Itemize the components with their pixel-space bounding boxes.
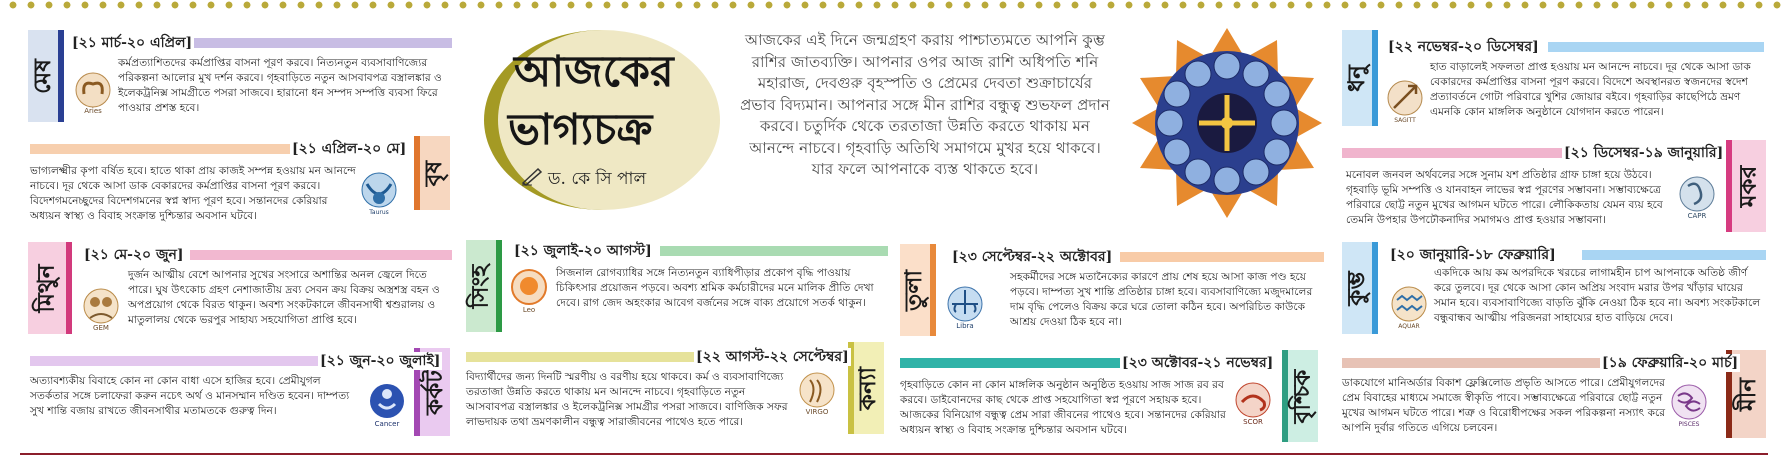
taurus-name: বৃষ [420, 160, 448, 186]
libra-bar [1120, 252, 1324, 262]
pisces-dates: [১৯ ফেব্রুয়ারি-২০ মার্চ] [1602, 355, 1739, 371]
virgo-bar [466, 352, 694, 362]
gemini-tag [28, 242, 72, 334]
sagittarius-name: ধনু [1342, 64, 1370, 92]
leo-tag [466, 240, 502, 332]
svg-text:VIRGO: VIRGO [805, 408, 829, 416]
sagittarius-text: হাত বাড়ালেই সফলতা প্রাপ্ত হওয়ায় মন আনন্দে নাচবে। দূর থেকে আসা ডাক বেকারদের কর্মপ্রাপ্তির বাসনা পূরণ করবে। বিদেশে অবস্থানরত স্বজনদের স্বদেশ প্রত্যাবর্তনে গোটা পরিবারে খুশির জোয়ার বইবে। গৃহবাড়ির কাছেপিঠে ভ্রমণ এমনকি কোন মাঙ্গলিক অনুষ্ঠানে যোগদান করতে পারেন। [1430, 61, 1751, 118]
libra-name: তুলা [900, 269, 928, 311]
svg-text:Cancer: Cancer [374, 420, 400, 428]
aries-tag [28, 30, 64, 122]
libra-dates: [২৩ সেপ্টেম্বর-২২ অক্টোবর] [952, 249, 1113, 265]
author: ড. কে সি পাল [548, 169, 647, 189]
aquarius-dates: [২০ জানুয়ারি-১৮ ফেব্রুয়ারি] [1390, 247, 1556, 263]
leo-icon [508, 266, 550, 314]
pisces-icon [1668, 380, 1710, 428]
gemini-bar [190, 250, 452, 260]
virgo-dates: [২২ আগস্ট-২২ সেপ্টেম্বর] [696, 349, 849, 365]
title-line-1: আজকের [514, 47, 674, 97]
svg-text:CAPR: CAPR [1687, 212, 1707, 220]
aries-text: কর্মপ্রত্যাশিতদের কর্মপ্রাপ্তির বাসনা পূরণ করবে। নিত্যনতুন ব্যবসাবাণিজ্যের পরিকল্পনা আলোর মুখ দর্শন করবে। গৃহবাড়িতে নতুন আসবাবপত্র বস্ত্রালঙ্কার ও ইলেকট্রনিক্স সামগ্রীতে পসরা সাজবে। হারানো ধন সম্পদ সম্পত্তি ব্যবসা ফিরে পাওয়ার প্রশস্ত হবে। [118, 57, 442, 114]
scorpio-name: বৃশ্চিক [1288, 369, 1316, 423]
aries-name: মেষ [28, 58, 56, 94]
aquarius-tag [1342, 242, 1378, 334]
leo-bar [660, 246, 888, 256]
cancer-icon [366, 380, 408, 428]
pisces-bar [1342, 358, 1604, 368]
virgo-text: বিদ্যার্থীদের জন্য দিনটি স্মরণীয় ও বরণীয় হয়ে থাকবে। কর্ম ও ব্যবসাবাণিজ্যে তরতাজা উন্নতি করতে থাকায় মন আনন্দে নাচবে। গৃহবাড়িতে নতুন আসবাবপত্র বস্ত্রালঙ্কার ও ইলেকট্রনিক্স সামগ্রীর পসরা সাজবে। বাণিজিক সফর লাভদায়ক তথা ভ্রমণকালীন বন্ধুত্ব সারাজীবনের পাথেও হতে পারে। [466, 371, 788, 428]
cancer-dates: [২১ জুন-২০ জুলাই] [320, 353, 441, 369]
svg-text:SCOR: SCOR [1243, 418, 1263, 426]
gemini-name: মিথুন [32, 264, 60, 312]
leo-name: সিংহ [466, 264, 494, 308]
scorpio-text: গৃহবাড়িতে কোন না কোন মাঙ্গলিক অনুষ্ঠান অনুষ্ঠিত হওয়ায় সাজ সাজ রব রব করবে। ডাইবোনদের কাছ থেকে প্রাপ্ত সহযোগিতা স্বপ্ন পূরণে সহায়ক হবে। আজকের বিনিয়োগ বন্ধুত্ব প্রেম সারা জীবনের পাথেও হবে। সন্তানদের কেরিয়ার অধ্যয়ন স্বাস্থ্য ও বিবাহ সংক্রান্ত দুশ্চিন্তার অবসান ঘটবে। [900, 379, 1226, 436]
cancer-bar [30, 356, 320, 366]
capricorn-icon [1676, 172, 1718, 220]
scorpio-dates: [২৩ অক্টোবর-২১ নভেম্বর] [1122, 355, 1274, 371]
aries-bar [190, 38, 452, 48]
aquarius-icon [1388, 282, 1430, 330]
gemini-dates: [২১ মে-২০ জুন] [84, 247, 184, 263]
capricorn-bar [1342, 148, 1566, 158]
svg-text:Libra: Libra [956, 322, 974, 330]
svg-text:GEM: GEM [93, 324, 109, 332]
sagittarius-dates: [২২ নভেম্বর-২০ ডিসেম্বর] [1388, 39, 1539, 55]
leo-dates: [২১ জুলাই-২০ আগস্ট] [514, 243, 652, 259]
taurus-bar [30, 144, 290, 154]
taurus-dates: [২১ এপ্রিল-২০ মে] [292, 141, 407, 157]
sagittarius-tag [1342, 30, 1378, 126]
scorpio-icon [1232, 378, 1274, 426]
capricorn-text: মনোবল জনবল অর্থবলের সঙ্গে সুনাম যশ প্রতিষ্ঠার গ্রাফ চাঙ্গা হয়ে উঠবে। গৃহবাড়ি ভূমি সম্পত্তি ও যানবাহন লাভের স্বপ্ন পূরণের সম্ভাবনা। সম্ভাব্যক্ষেত্রে পরিবারে ছোট্ট নতুন মুখের আগমন ঘটতে পারে। লৌকিকতায় যেমন ব্যয় হবে তেমনি উপহার উপঢৌকনাদির সমাগমও প্রাপ্ত হওয়ার সম্ভাবনা। [1346, 169, 1663, 226]
svg-text:Aries: Aries [84, 107, 102, 115]
pisces-name: মীন [1734, 377, 1762, 411]
svg-text:PISCES: PISCES [1678, 421, 1700, 428]
intro-text: আজকের এই দিনে জন্মগ্রহণ করায় পাশ্চাত্যমতে আপনি কুম্ভ রাশির জাতব্যক্তি। আপনার ওপর আজ রাশি অধিপতি শনি মহারাজ, দেবগুরু বৃহস্পতি ও প্রেমের দেবতা শুক্রাচার্যের প্রভাব বিদ্যমান। আপনার সঙ্গে মীন রাশির বন্ধুত্ব শুভফল প্রদান করবে। চতুর্দিক থেকে তরতাজা উন্নতি করতে থাকায় মন আনন্দে নাচবে। গৃহবাড়ি অতিথি সমাগমে মুখর হয়ে থাকবে। যার ফলে আপনাকে ব্যস্ত থাকতে হবে। [740, 31, 1110, 178]
svg-text:Taurus: Taurus [369, 209, 389, 216]
aquarius-text: একদিকে আয় কম অপরদিকে খরচের লাগামহীন চাপ আপনাকে অতিষ্ঠ জীর্ণ করে তুলবে। দূর থেকে আসা কোন অপ্রিয় সংবাদ মরার উপর খাঁড়ার ঘায়ের সমান হবে। ব্যবসাবাণিজ্যে বাড়তি ঝুঁকি নেওয়া ঠিক হবে না। অবশ্য সংকটকালে বন্ধুবান্ধব আত্মীয় পরিজনরা সাহায্যের হাত বাড়িয়ে দেবে। [1434, 267, 1761, 324]
scorpio-tag [1282, 350, 1318, 442]
svg-text:AQUAR: AQUAR [1398, 323, 1420, 330]
virgo-icon [796, 368, 838, 416]
pen-icon [520, 166, 544, 186]
aquarius-name: কুম্ভ [1342, 270, 1370, 306]
capricorn-tag [1726, 140, 1766, 232]
libra-text: সহকর্মীদের সঙ্গে মতানৈক্যের কারণে প্রায় শেষ হয়ে আসা কাজ পণ্ড হয়ে পড়বে। দাম্পত্য সুখ শান্তি প্রতিষ্ঠার চাঙ্গা হবে। ব্যবসাবাণিজ্যে মজুদমালের দাম বৃদ্ধি পেলেও বিক্রয় করে ঘরে তোলা কঠিন হবে। অপরিচিত কাউকে আশ্রয় দেওয়া ঠিক হবে না। [1010, 271, 1313, 328]
taurus-tag [414, 136, 450, 210]
virgo-tag [848, 342, 884, 434]
capricorn-name: মকর [1734, 165, 1762, 207]
gemini-icon [80, 284, 122, 332]
aries-dates: [২১ মার্চ-২০ এপ্রিল] [72, 35, 193, 51]
title-line-2: ভাগ্যচক্র [508, 105, 653, 155]
top-dot-border [0, 0, 1788, 10]
zodiac-wheel-icon [1132, 28, 1322, 218]
libra-icon [944, 282, 986, 330]
taurus-icon [358, 168, 400, 216]
leo-text: সিজনাল রোগব্যাধির সঙ্গে নিত্যনতুন ব্যাধিপীড়ার প্রকোপ বৃদ্ধি পাওয়ায় চিকিৎসার প্রয়োজন পড়বে। অবশ্য শ্রমিক কর্মচারীদের মনে মালিক প্রীতি দেখা দেবে। রাগ জেদ অহংকার আবেগ বর্জনের সঙ্গে বাক্য প্রয়োগে সতর্ক থাকুন। [556, 267, 874, 309]
svg-text:SAGITT: SAGITT [1394, 117, 1416, 124]
libra-tag [900, 244, 936, 336]
virgo-name: কন্যা [854, 366, 882, 410]
pisces-text: ডাকযোগে মানিঅর্ডার বিকাশ ফ্লেক্সিলোড প্রভৃতি আসতে পারে। প্রেমীযুগলদের প্রেম বিবাহের মাধ্যমে সমাজে স্বীকৃতি পাবে। সম্ভাব্যক্ষেত্রে পরিবারে ছোট্ট নতুন মুখের আগমন ঘটতে পারে। শত্রু ও বিরোধীপক্ষের সকল পরিকল্পনা নস্যাৎ করে আপনি দুর্বার গতিতে এগিয়ে চলবেন। [1342, 377, 1666, 434]
svg-text:Leo: Leo [522, 306, 536, 314]
bottom-rule [20, 453, 1768, 455]
capricorn-dates: [২১ ডিসেম্বর-১৯ জানুয়ারি] [1564, 145, 1724, 161]
sagittarius-bar [1548, 42, 1764, 52]
sagittarius-icon [1384, 76, 1426, 124]
scorpio-bar [900, 358, 1120, 368]
aquarius-bar [1582, 250, 1766, 260]
gemini-text: দুর্জন আত্মীয় বেশে আপনার সুখের সংসারে অশান্তির অনল জ্বেলে দিতে পারে। ঘুষ উৎকোচ গ্রহণ নেশাজাতীয় দ্রব্য সেবন ক্রয় বিক্রয় অস্ত্রশস্ত্র বহন ও অপপ্রয়োগ থেকে বিরত থাকুন। অবশ্য সংকটকালে জীবনসাথী শ্বশুরালয় ও মাতুলালয় থেকে ভরপুর সাহায্য সহযোগিতা প্রাপ্তি হবে। [128, 269, 440, 326]
cancer-name: কর্কট [420, 369, 448, 415]
cancer-text: অত্যাবশ্যকীয় বিবাহে কোন না কোন বাধা এসে হাজির হবে। প্রেমীযুগল সতর্কতার সঙ্গে চলাফেরা করুন নচেৎ অর্থ ও মানসম্মান দণ্ডিত হবেন। দাম্পত্য সুখ শান্তি বজায় রাখতে জীবনসাথীর মতামতকে গুরুত্ব দিন। [30, 375, 350, 417]
taurus-text: ভাগ্যলক্ষ্মীর কৃপা বর্ষিত হবে। হাতে থাকা প্রায় কাজই সম্পন্ন হওয়ায় মন আনন্দে নাচবে। দূর থেকে আসা ডাক বেকারদের কর্মপ্রাপ্তির বাসনা পূরণ করবে। বিদেশগমনেচ্ছুদের বিদেশগমনের স্বপ্ন স্বাদ্য পূরণ হবে। সন্তানদের কেরিয়ার অধ্যয়ন স্বাস্থ্য ও বিবাহ সংক্রান্ত দুশ্চিন্তার অবসান ঘটবে। [30, 165, 356, 222]
aries-icon [72, 68, 114, 116]
